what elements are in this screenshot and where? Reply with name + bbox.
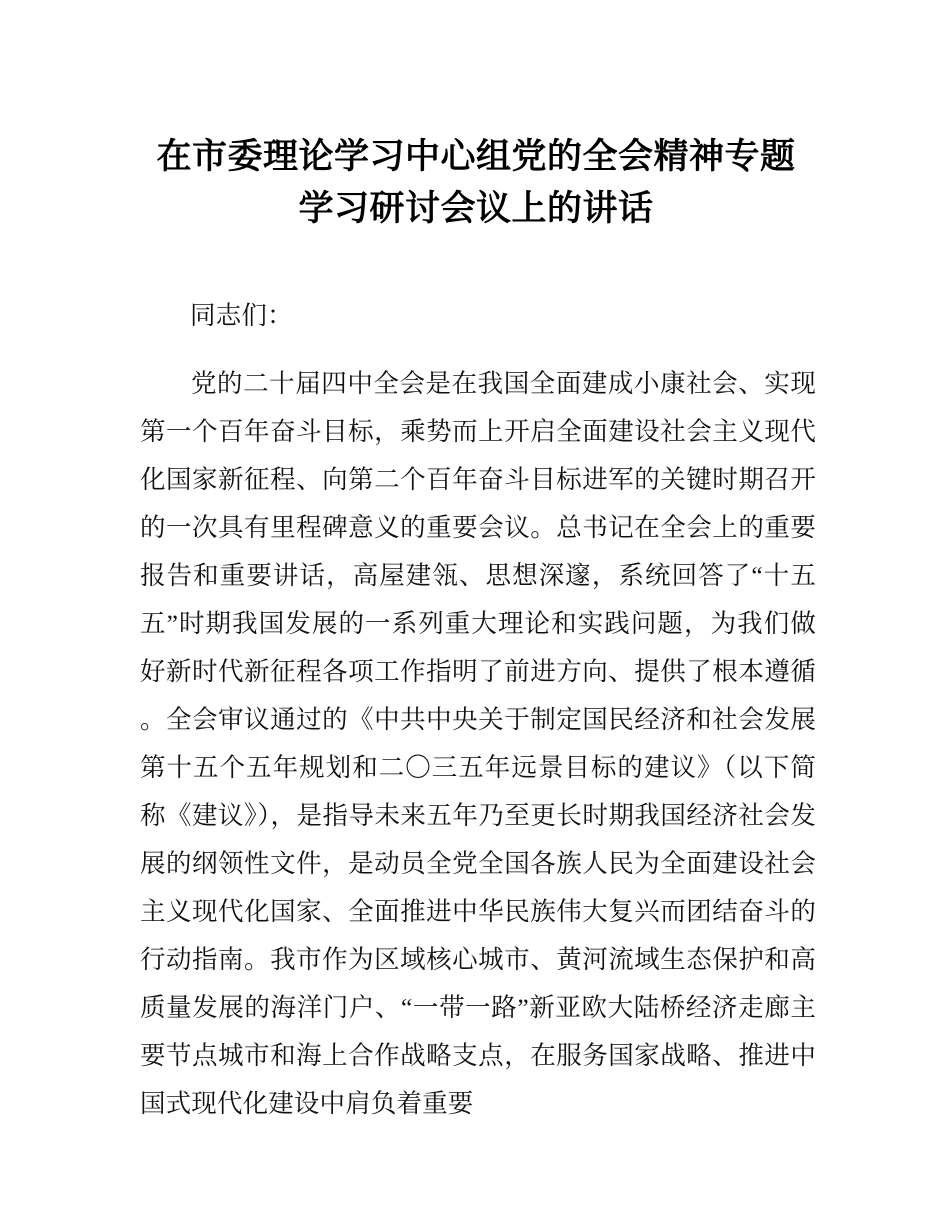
document-body <box>140 292 816 1128</box>
body-paragraph-1: 党的二十届四中全会是在我国全面建成小康社会、实现第一个百年奋斗目标，乘势而上开启全面建设社会主义现代化国家新征程、向第二个百年奋斗目标进军的关键时期召开的一次具有里程碑意义的重要会议。总书记在全会上的重要报告和重要讲话，高屋建瓴、思想深邃，系统回答了“十五五”时期我国发展的一系列重大理论和实践问题，为我们做好新时代新征程各项工作指明了前进方向、提供了根本遵循。全会审议通过的《中共中央关于制定国民经济和社会发展第十五个五年规划和二〇三五年远景目标的建议》（以下简称《建议》），是指导未来五年乃至更长时期我国经济社会发展的纲领性文件，是动员全党全国各族人民为全面建设社会主义现代化国家、全面推进中华民族伟大复兴而团结奋斗的行动指南。我市作为区域核心城市、黄河流域生态保护和高质量发展的海洋门户、“一带一路”新亚欧大陆桥经济走廊主要节点城市和海上合作战略支点，在服务国家战略、推进中国式现代化建设中肩负着重要 <box>140 369 816 1118</box>
page-title: 在市委理论学习中心组党的全会精神专题学习研讨会议上的讲话 <box>156 137 796 229</box>
salutation: 同志们： <box>190 301 293 330</box>
paragraph-spacer <box>140 340 816 360</box>
